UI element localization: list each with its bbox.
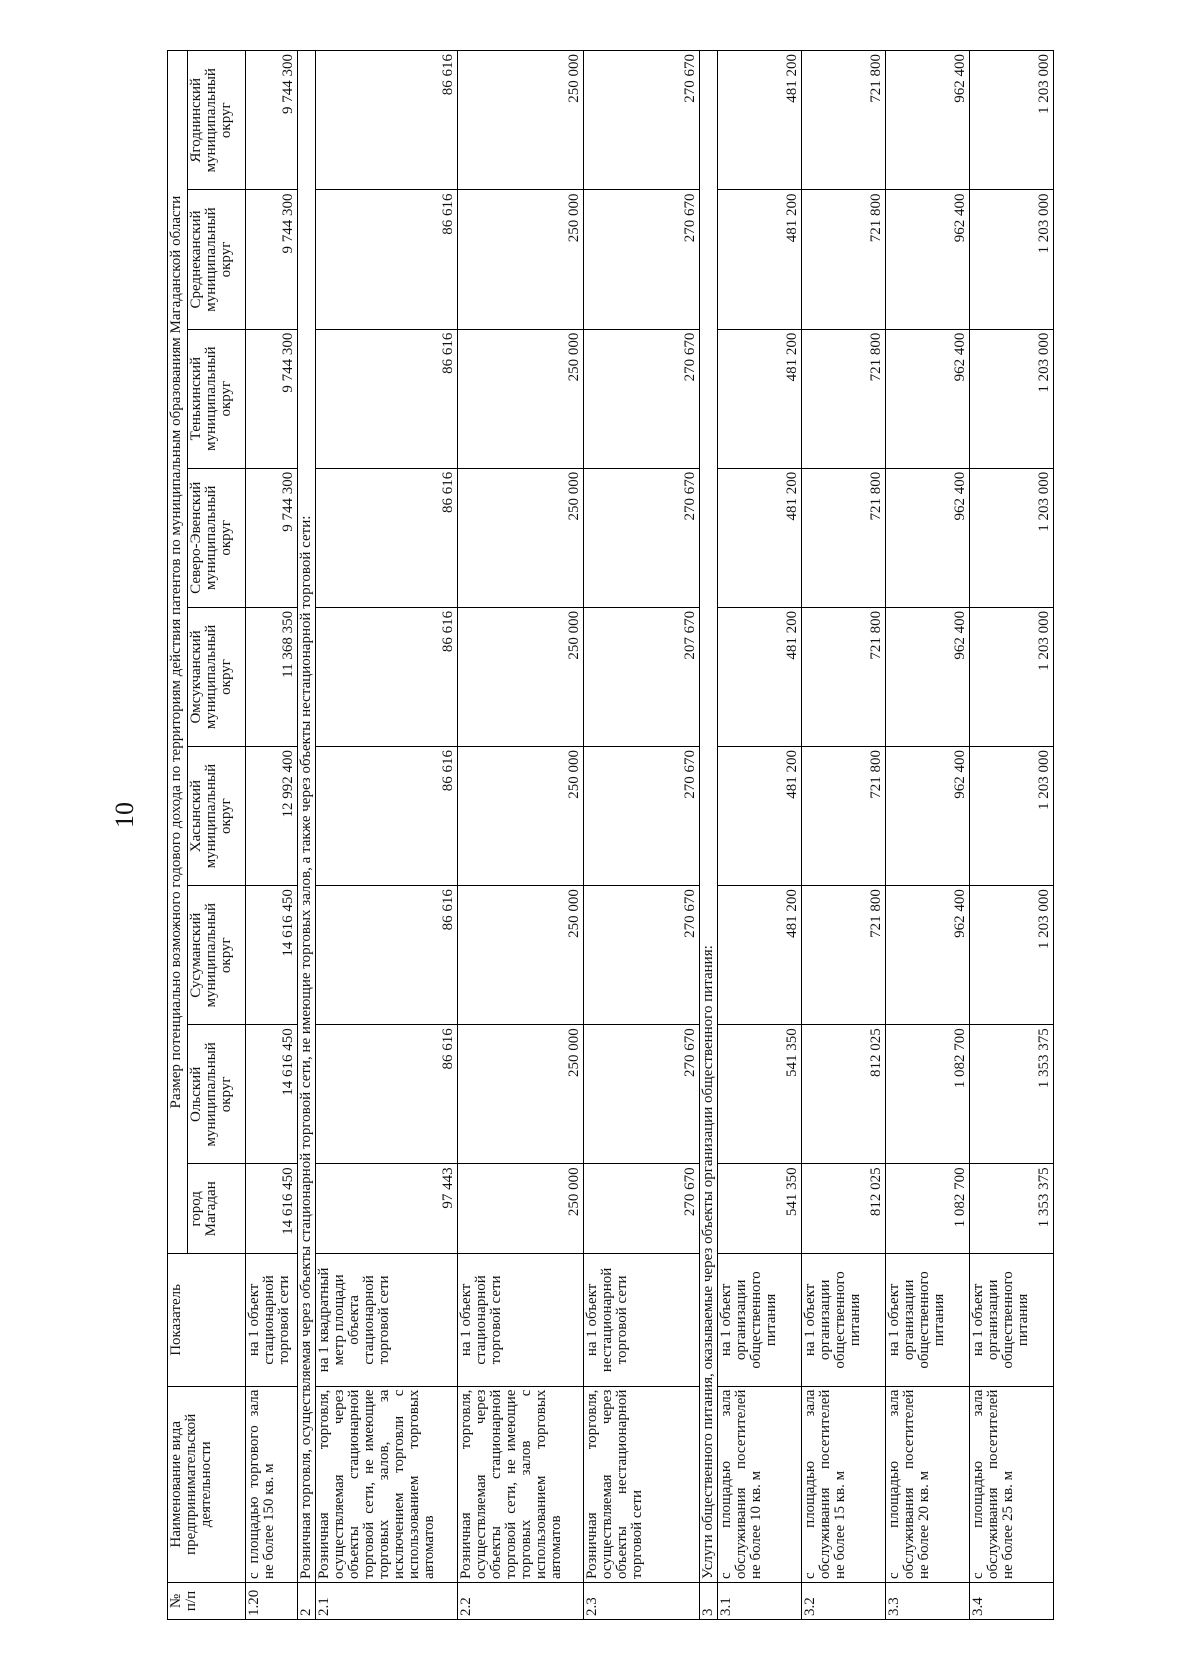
income-value: 962 400 [886,468,970,607]
income-value: 270 670 [584,190,700,329]
income-value: 270 670 [584,468,700,607]
income-value: 962 400 [886,886,970,1025]
income-value: 721 800 [802,51,886,190]
income-value: 250 000 [458,51,584,190]
header-municipality: Сусуманский муниципальный округ [188,886,246,1025]
income-value: 481 200 [718,747,802,886]
header-municipality: Среднеканский муниципальный округ [188,190,246,329]
section-title: Розничная торговля, осуществляемая через объекты стационарной торговой сети, не имеющие торговых залов, а также через объекты нестационарной торговой сети: [298,51,316,1583]
header-municipality: Хасынский муниципальный округ [188,747,246,886]
section-row [700,51,718,1620]
patent-income-table [167,50,1054,1620]
header-income-group: Размер потенциально возможного годового дохода по территориям действия патентов по муниципальным образованиям Магаданской области [168,51,188,1254]
income-value: 86 616 [316,468,458,607]
activity-name: с площадью торгового зала не более 150 кв. м [246,1386,298,1582]
income-value: 1 353 375 [970,1164,1054,1254]
row-number: 2.3 [584,1582,700,1619]
income-value: 481 200 [718,190,802,329]
table-row [458,51,584,1620]
income-value: 1 353 375 [970,1025,1054,1164]
section-row [298,51,316,1620]
table-row [584,51,700,1620]
income-value: 250 000 [458,329,584,468]
income-value: 86 616 [316,190,458,329]
income-value: 1 203 000 [970,886,1054,1025]
row-number: 3.2 [802,1582,886,1619]
activity-name: с площадью зала обслуживания посетителей не более 20 кв. м [886,1386,970,1582]
income-value: 270 670 [584,1025,700,1164]
header-municipality: Омсукчанский муниципальный округ [188,607,246,746]
activity-name: с площадью зала обслуживания посетителей не более 10 кв. м [718,1386,802,1582]
income-value: 1 203 000 [970,607,1054,746]
income-value: 721 800 [802,468,886,607]
income-value: 1 082 700 [886,1025,970,1164]
income-value: 481 200 [718,886,802,1025]
income-value: 962 400 [886,190,970,329]
income-value: 9 744 300 [246,51,298,190]
income-value: 270 670 [584,1164,700,1254]
table-row [246,51,298,1620]
income-value: 14 616 450 [246,886,298,1025]
header-activity-name: Наименование вида предпринимательской деятельности [168,1386,246,1582]
row-number: 2.1 [316,1582,458,1619]
income-value: 962 400 [886,747,970,886]
indicator: на 1 объект организации общественного питания [802,1254,886,1386]
table-row [970,51,1054,1620]
income-value: 541 350 [718,1164,802,1254]
header-num: № п/п [168,1582,246,1619]
income-value: 207 670 [584,607,700,746]
income-value: 250 000 [458,468,584,607]
income-value: 721 800 [802,190,886,329]
header-municipality: Северо-Эвенский муниципальный округ [188,468,246,607]
indicator: на 1 объект организации общественного питания [718,1254,802,1386]
income-value: 11 368 350 [246,607,298,746]
income-value: 721 800 [802,747,886,886]
row-number: 3.4 [970,1582,1054,1619]
income-value: 962 400 [886,329,970,468]
row-number: 2.2 [458,1582,584,1619]
indicator: на 1 объект стационарной торговой сети [246,1254,298,1386]
row-number: 3.1 [718,1582,802,1619]
page-number: 10 [110,802,139,828]
income-value: 270 670 [584,886,700,1025]
income-value: 481 200 [718,607,802,746]
income-value: 1 203 000 [970,190,1054,329]
header-indicator: Показатель [168,1254,246,1386]
income-value: 86 616 [316,747,458,886]
activity-name: Розничная торговля, осуществляемая через объекты стационарной торговой сети, не имеющие торговых залов, за исключением торговли с использованием торговых автоматов [316,1386,458,1582]
income-value: 1 082 700 [886,1164,970,1254]
income-value: 14 616 450 [246,1164,298,1254]
activity-name: Розничная торговля, осуществляемая через объекты нестационарной торговой сети [584,1386,700,1582]
income-value: 812 025 [802,1025,886,1164]
income-value: 721 800 [802,329,886,468]
income-value: 1 203 000 [970,329,1054,468]
income-value: 1 203 000 [970,468,1054,607]
section-title: Услуги общественного питания, оказываемые через объекты организации общественного питания: [700,51,718,1583]
income-value: 481 200 [718,51,802,190]
income-value: 12 992 400 [246,747,298,886]
income-value: 1 203 000 [970,51,1054,190]
table-header-row-1 [168,51,188,1620]
income-value: 250 000 [458,886,584,1025]
activity-name: с площадью зала обслуживания посетителей не более 25 кв. м [970,1386,1054,1582]
income-value: 962 400 [886,607,970,746]
income-value: 86 616 [316,51,458,190]
income-value: 14 616 450 [246,1025,298,1164]
indicator: на 1 объект организации общественного питания [970,1254,1054,1386]
indicator: на 1 квадратный метр площади объекта стационарной торговой сети [316,1254,458,1386]
income-value: 541 350 [718,1025,802,1164]
income-value: 9 744 300 [246,190,298,329]
income-value: 270 670 [584,329,700,468]
income-value: 250 000 [458,190,584,329]
header-municipality: Ольский муниципальный округ [188,1025,246,1164]
table-body [168,51,1054,1620]
rotated-table-frame [167,50,1087,1620]
income-value: 812 025 [802,1164,886,1254]
income-value: 270 670 [584,747,700,886]
header-municipality: Ягоднинский муниципальный округ [188,51,246,190]
income-value: 721 800 [802,886,886,1025]
income-value: 481 200 [718,468,802,607]
income-value: 86 616 [316,607,458,746]
income-value: 721 800 [802,607,886,746]
income-value: 250 000 [458,607,584,746]
row-number: 3.3 [886,1582,970,1619]
row-number: 1.20 [246,1582,298,1619]
activity-name: с площадью зала обслуживания посетителей не более 15 кв. м [802,1386,886,1582]
income-value: 270 670 [584,51,700,190]
table-row [718,51,802,1620]
row-number: 2 [298,1582,316,1619]
table-row [886,51,970,1620]
table-row [802,51,886,1620]
income-value: 97 443 [316,1164,458,1254]
indicator: на 1 объект стационарной торговой сети [458,1254,584,1386]
income-value: 250 000 [458,747,584,886]
income-value: 86 616 [316,1025,458,1164]
activity-name: Розничная торговля, осуществляемая через объекты стационарной торговой сети, не имеющие торговых залов с использованием торговых автоматов [458,1386,584,1582]
income-value: 250 000 [458,1025,584,1164]
income-value: 86 616 [316,329,458,468]
income-value: 481 200 [718,329,802,468]
income-value: 250 000 [458,1164,584,1254]
row-number: 3 [700,1582,718,1619]
income-value: 1 203 000 [970,747,1054,886]
income-value: 962 400 [886,51,970,190]
indicator: на 1 объект организации общественного питания [886,1254,970,1386]
income-value: 9 744 300 [246,468,298,607]
indicator: на 1 объект нестационарной торговой сети [584,1254,700,1386]
income-value: 86 616 [316,886,458,1025]
table-row [316,51,458,1620]
income-value: 9 744 300 [246,329,298,468]
header-municipality: Тенькинский муниципальный округ [188,329,246,468]
header-municipality: город Магадан [188,1164,246,1254]
